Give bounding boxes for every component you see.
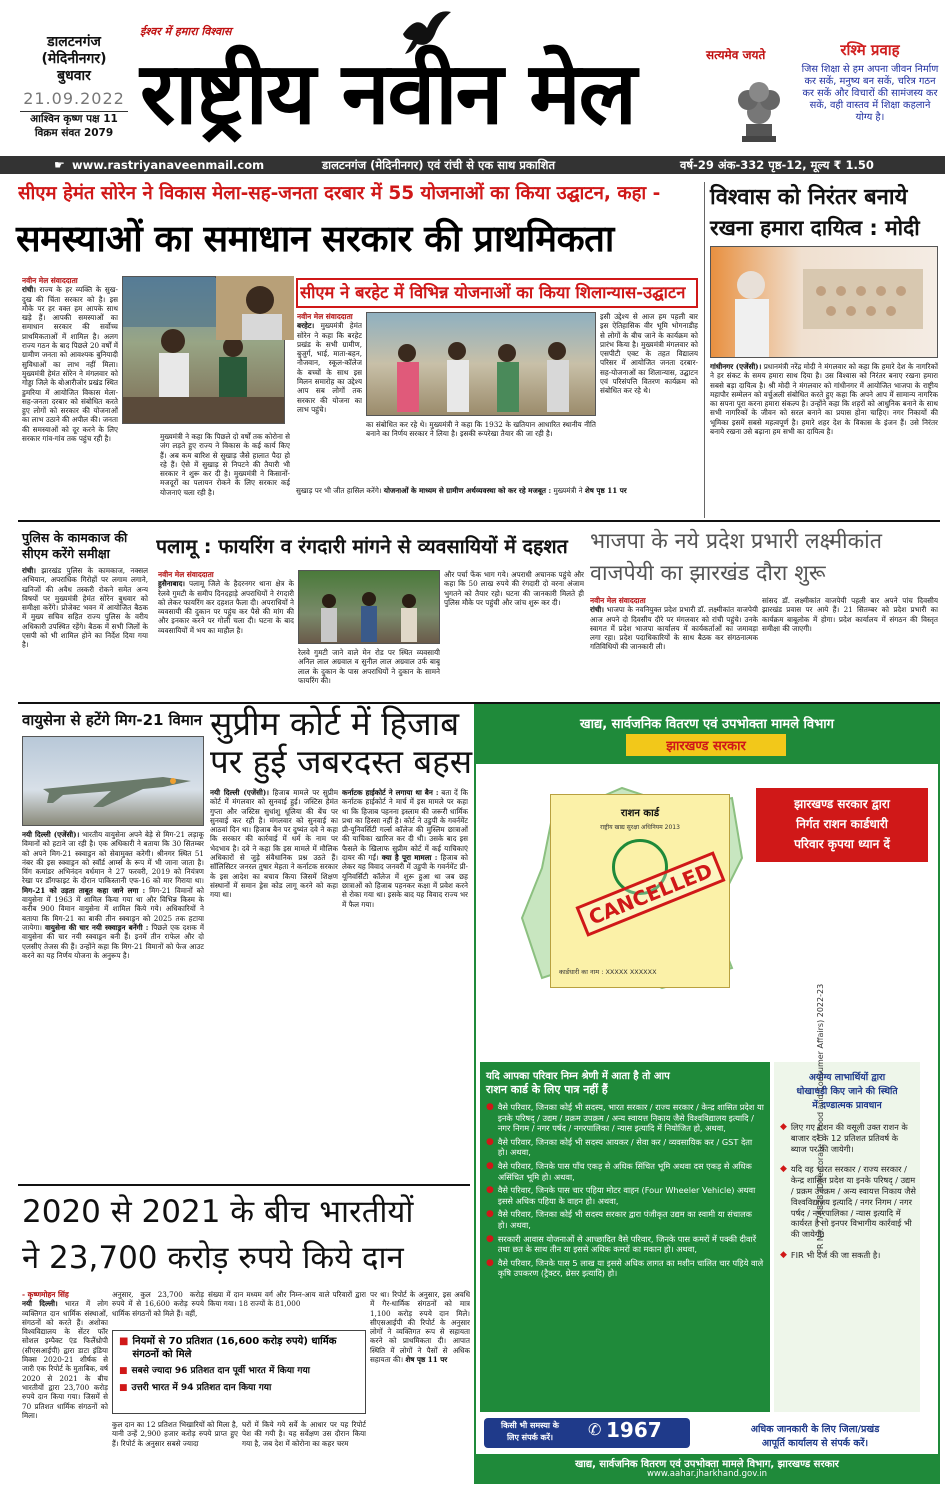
- box-bullet-icon: ■: [119, 1366, 128, 1376]
- ad-right-item: [780, 1250, 916, 1261]
- ad-notice-2: निर्गत राशन कार्डधारी: [796, 817, 888, 831]
- ad-right-head-3: में दण्डात्मक प्रावधान: [812, 1100, 882, 1111]
- donation-col3b: [242, 1420, 366, 1484]
- bullet-icon: ●: [486, 1102, 494, 1112]
- donation-col4: [370, 1290, 470, 1484]
- palamu-col2: [298, 648, 440, 700]
- palamu-byline: नवीन मेल संवाददाता: [158, 570, 214, 579]
- hand-icon: ☛: [54, 158, 65, 172]
- ad-item: [486, 1258, 764, 1279]
- issue-date: 21.09.2022: [23, 89, 125, 108]
- donation-highlight-1-text: नियमों से 70 प्रतिशत (16,600 करोड़ रुपये) धार्मिक संगठनों को मिले: [132, 1336, 337, 1360]
- ad-helpline-label-2: लिए संपर्क करें।: [506, 1433, 554, 1442]
- modi-dateline: गांधीनगर (एजेंसी)।: [710, 362, 762, 371]
- hijab-col1: [210, 788, 338, 1180]
- ad-item-text: वैसे परिवार, जिनके पास चार पहिया मोटर वाहन (Four Wheeler Vehicle) अथवा इससे अधिक पहिया के वाहन हो। अथवा,: [497, 1185, 756, 1206]
- donation-dateline: नयी दिल्ली।: [22, 1299, 58, 1309]
- edition-sub: (मेदिनीनगर): [41, 51, 107, 67]
- donation-col2b: [112, 1420, 238, 1484]
- lead-col2-text: मुख्यमंत्री ने कहा कि पिछले दो वर्षों तक कोरोना से जंग लड़ते हुए राज्य ने विकास के कई कार्य किए हैं। अब कम बारिश से सुखाड़ जैसे हालात पैदा हो रहे हैं। ऐसे में सुखाड़ से निपटने की तैयारी भी सरकार ने शुरू कर दी है। मुख्यमंत्री ने किसानों-मजदूरों का पलायन रोकने के लिए सरकार कई योजनाएं चला रही है।: [160, 432, 290, 497]
- lead-jump-ref[interactable]: शेष पृष्ठ 11 पर: [584, 486, 627, 495]
- sub-col3: [600, 312, 698, 480]
- modi-headline-2: रखना हमारा दायित्व : मोदी: [710, 216, 920, 240]
- tagline: ईश्वर में हमारा विश्वास: [140, 25, 232, 38]
- lead-dateline: रांची।: [22, 285, 36, 295]
- lead-headline: समस्याओं का समाधान सरकार की प्राथमिकता: [16, 217, 614, 260]
- donation-col4-text: पर था। रिपोर्ट के अनुसार, इस अवधि में गैर-धार्मिक संगठनों को मात्र 1,100 करोड़ रुपये दान मिले। सीएसआईपी की रिपोर्ट के अनुसार लोगों ने व्यक्तिगत रूप से सहायता करने को प्राथमिकता दी। आपात स्थिति में लोगों ने पैसों से अधिक सहायता की।: [370, 1290, 470, 1365]
- bjp-col2: [762, 596, 938, 700]
- palamu-col2-text: रेलवे गुमटी जाने वाले मेन रोड पर स्थित व्यवसायी अनिल लाल अग्रवाल व सुनील लाल अग्रवाल उर्फ बाबू लाल के दुकान के पास अपराधियों ने दुकान के सामने फायरिंग की।: [298, 648, 440, 685]
- sub-col1: [297, 312, 362, 438]
- ad-footer-url[interactable]: www.aahar.jharkhand.gov.in: [646, 1469, 768, 1479]
- donation-highlight-3: [119, 1382, 359, 1395]
- masthead: [0, 0, 945, 176]
- ad-item: [486, 1137, 764, 1158]
- palamu-col3-text: और पर्चा फेंक भाग गये। अपराधी अचानक पहुंचे और कहा कि 50 लाख रुपये की रंगदारी दो वरना अंजाम भुगतने को तैयार रहो। घटना की जानकारी मिलते ही पुलिस मौके पर पहुंची और जांच शुरू कर दी।: [444, 570, 584, 607]
- donation-author: - कृष्णमोहन सिंह: [22, 1290, 69, 1299]
- donation-col1-text: भारत में लोग व्यक्तिगत दान धार्मिक संस्थाओं, संगठनों को करते हैं। अशोका विश्वविद्यालय के सेंटर फॉर सोशल इम्पैक्ट एंड फिलैंथ्रोपी (सीएसआईपी) द्वारा डाटा इंडिया मिक्स 2020-21 शीर्षक से जारी एक रिपोर्ट के मुताबिक, वर्ष 2020 से 2021 के बीच भारतीयों द्वारा 23,700 करोड़ रुपये दान किया गया। जिसमें से 70 प्रतिशत धार्मिक संगठनों को मिला।: [22, 1299, 108, 1420]
- ad-item: [486, 1102, 764, 1134]
- lead-col1: [22, 276, 118, 512]
- motto: सत्यमेव जयते: [706, 48, 766, 62]
- ad-right-item: [780, 1122, 916, 1154]
- lead-jump-4: मुख्यमंत्री ने: [553, 486, 583, 495]
- mig-dateline: नयी दिल्ली (एजेंसी)।: [22, 830, 80, 839]
- bjp-byline: नवीन मेल संवाददाता: [590, 596, 646, 605]
- ad-info-1: अधिक जानकारी के लिए जिला/प्रखंड: [750, 1424, 880, 1435]
- ad-item-text: वैसे परिवार, जिनका कोई भी सदस्य सरकार द्वारा पंजीकृत उद्यम का स्वामी या संचालक हो। अथवा,: [497, 1209, 752, 1230]
- bullet-icon: ◆: [780, 1164, 787, 1175]
- donation-col1: [22, 1290, 108, 1484]
- mig-sub-2: वायुसेना की चार नयी स्क्वाड्रन बनेंगी :: [44, 922, 149, 932]
- police-body: [22, 566, 148, 698]
- sub-col2: [366, 420, 596, 478]
- ad-right-head-1: अयोग्य लाभार्थियों द्वारा: [808, 1072, 886, 1083]
- modi-body-text: प्रधानमंत्री नरेंद्र मोदी ने मंगलवार को कहा कि हमारे देश के नागरिकों ने हर संकट के समय हमारा साथ दिया है। उस विश्वास को निरंतर बनाए रखना हमारा सबसे बड़ा दायित्व है। श्री मोदी ने मंगलवार को गांधीनगर में आयोजित भाजपा के राष्ट्रीय महापौर सम्मेलन को वर्चुअली संबोधित करते हुए कहा कि अपने आप में सामान्य नागरिक का सपना पूरा करना हमारा संकल्प है। उन्होंने कहा कि शहरों को आधुनिक बनाने के साथ सभी नागरिकों के जीवन को सरल बनाने का प्रयास होना चाहिए। नगर निकायों की भूमिका इसमें सबसे महत्वपूर्ण है। हमारे शहर देश के विकास के इंजन हैं। उसे निरंतर बनाये रखना उसे बढ़ाना हम सभी का दायित्व है।: [710, 362, 938, 437]
- card-field: कार्डधारी का नाम : XXXXX XXXXXX: [559, 968, 657, 976]
- palamu-dateline: हुसैनाबाद।: [158, 579, 186, 589]
- box-bullet-icon: ■: [119, 1383, 128, 1393]
- ad-right-item-text: यदि वह भारत सरकार / राज्य सरकार / केन्द्र शासित प्रदेश या इनके परिषद् / उद्यम / प्रक्रम उपक्रम / अन्य स्वायत्त निकाय जैसे विश्वविद्यालय इत्यादि / नगर निगम / नगर पर्षद / नगरपालिका / न्यास इत्यादि में कार्यरत है तो इनपर विभागीय कार्रवाई भी की जायेगी।: [790, 1164, 916, 1240]
- hijab-col1-text: हिजाब मामले पर सुप्रीम कोर्ट में मंगलवार को सुनवाई हुई। जस्टिस हेमंत गुप्ता और जस्टिस सुधांशु धूलिया की बेंच पर सुनवाई कर रही है। मंगलवार को सुनवाई का आठवां दिन था। हिजाब बैन पर दुष्यंत दवे ने कहा कि सरकार की कार्रवाई में धर्म के नाम पर भेदभाव है। दवे ने कहा कि इस मामले में मौलिक अधिकारों से जुड़े संवैधानिक प्रश्न उठते हैं। सॉलिसिटर जनरल तुषार मेहता ने कर्नाटक सरकार के इस आदेश का बचाव किया जिसमें शिक्षण संस्थानों में समान ड्रेस कोड लागू करने को कहा गया था।: [210, 788, 338, 900]
- ad-left-list: [486, 1102, 764, 1282]
- ad-notice-1: झारखण्ड सरकार द्वारा: [794, 797, 890, 811]
- ad-info-2: आपूर्ति कार्यालय से संपर्क करें।: [761, 1438, 869, 1449]
- lead-byline: नवीन मेल संवाददाता: [22, 276, 78, 285]
- ad-item: [486, 1209, 764, 1230]
- donation-col2: [112, 1290, 204, 1326]
- lead-col2: [160, 432, 290, 512]
- palamu-col3: [444, 570, 584, 700]
- ad-footer-dept: खाद्य, सार्वजनिक वितरण एवं उपभोक्ता मामले विभाग, झारखण्ड सरकार: [575, 1459, 839, 1470]
- lead-jump-1: सुखाड़ पर भी जीत हासिल करेंगे।: [296, 486, 382, 495]
- newspaper-title: राष्ट्रीय नवीन मेल: [140, 44, 635, 144]
- card-title: राशन कार्ड: [620, 808, 660, 819]
- police-headline-2: सीएम करेंगे समीक्षा: [22, 546, 110, 561]
- sub-byline: नवीन मेल संवाददाता: [297, 312, 353, 321]
- ad-item-text: वैसे परिवार, जिनके पास 5 लाख या इससे अधिक लागत का मशीन चालित चार पहिये वाले कृषि उपकरण (ट्रैक्टर, थ्रेसर इत्यादि) हो।: [497, 1257, 764, 1279]
- sub-dateline: बरहेट।: [297, 321, 315, 331]
- published-from: डालटनगंज (मेदिनीनगर) एवं रांची से एक साथ प्रकाशित: [322, 158, 556, 172]
- ad-right-item-text: लिए गए राशन की वसूली उक्त राशन के बाजार दर के 12 प्रतिशत प्रतिवर्ष के ब्याज पर की जायेगी।: [790, 1122, 908, 1154]
- cancelled-stamp: CANCELLED: [575, 851, 725, 936]
- donation-jump[interactable]: शेष पृष्ठ 11 पर: [405, 1355, 448, 1365]
- bullet-icon: ●: [486, 1257, 494, 1268]
- ad-notice-3: परिवार कृपया ध्यान दें: [794, 837, 890, 851]
- ad-dept: खाद्य, सार्वजनिक वितरण एवं उपभोक्ता मामले विभाग: [580, 717, 834, 732]
- ad-left-head-1: यदि आपका परिवार निम्न श्रेणी में आता है तो आप: [486, 1071, 670, 1082]
- ration-ad: [474, 704, 940, 1484]
- hijab-col2-text: बता दें कि कर्नाटक हाईकोर्ट ने मार्च में इस मामले पर कहा था कि हिजाब पहनना इस्लाम की जरूरी धार्मिक प्रथा का हिस्सा नहीं है। कोर्ट ने उडुपी के गवर्नमेंट प्री-यूनिवर्सिटी गर्ल्स कॉलेज की मुस्लिम छात्राओं की याचिका खारिज कर दी थी। उसके बाद इस फैसले के खिलाफ सुप्रीम कोर्ट में कई याचिकाएं दायर की गईं।: [342, 788, 468, 863]
- modi-photo: [710, 246, 938, 358]
- card-sub: राष्ट्रीय खाद्य सुरक्षा अधिनियम 2013: [600, 824, 680, 831]
- issue-info: वर्ष-29 अंक-332 पृष्ठ-12, मूल्य ₹ 1.50: [680, 158, 874, 172]
- ad-govt: झारखण्ड सरकार: [666, 739, 746, 754]
- bjp-col1-text: भाजपा के नवनियुक्त प्रदेश प्रभारी डॉ. लक्ष्मीकांत वाजपेयी आज अपने दो दिवसीय दौरे पर मंगलवार को रांची पहुंचे। उनके स्वागत में प्रदेश भाजपा कार्यालय में कार्यकर्ताओं का जमावड़ा लगा रहा। प्रदेश पदाधिकारियों के साथ बैठक कर संगठनात्मक गतिविधियों की जानकारी ली।: [590, 605, 758, 652]
- mig-sub-1-body: मिग-21 विमानों को वायुसेना में 1963 में शामिल किया गया था और विभिन्न किस्म के करीब 900 विमान वायुसेना में शामिल किये गये। अधिकारियों ने बताया कि मिग-21 का बाकी तीन स्क्वाड्रन को 2025 तक हटाया जायेगा।: [22, 885, 204, 932]
- ad-helpline-number[interactable]: 1967: [606, 1418, 662, 1442]
- bullet-icon: ◆: [780, 1122, 787, 1132]
- lead-photo-portrait: [216, 276, 294, 340]
- police-dateline: रांची।: [22, 566, 36, 575]
- donation-col2-text: अनुसार, कुल 23,700 करोड़ रुपये में से 16,600 करोड़ रुपये धार्मिक संगठनों को मिले हैं। वहीं,: [112, 1290, 204, 1318]
- panchang-2: विक्रम संवत 2079: [34, 127, 114, 139]
- donation-highlight-2: [119, 1365, 359, 1378]
- phone-icon: ✆: [588, 1420, 602, 1439]
- sub-col1-text: मुख्यमंत्री हेमंत सोरेन ने कहा कि बरहेट प्रखंड के सभी ग्रामीण, बुजुर्ग, भाई, माता-बहन, नौजवान, स्कूल-कॉलेज के बच्चों के साथ इस मिलन समारोह का उद्देश्य आप सब लोगों तक सरकार की योजना का लाभ पहुंचे।: [297, 321, 362, 414]
- emblem-icon: [724, 64, 794, 146]
- mig-body: [22, 830, 204, 1180]
- bullet-icon: ●: [486, 1209, 494, 1220]
- edition-city: डालटनगंज: [47, 34, 101, 50]
- bjp-dateline: रांची।: [590, 605, 604, 615]
- hijab-col2-sub2: क्या है पूरा मामला :: [381, 853, 438, 863]
- ad-item: [486, 1234, 764, 1255]
- bjp-col1: [590, 596, 758, 700]
- palamu-photo: [298, 570, 440, 644]
- ad-item-text: सरकारी आवास योजनाओं से आच्छादित वैसे परिवार, जिनके पास कमरों में पक्की दीवारें तथा छत के साथ तीन या इससे अधिक कमरों का मकान हो। अथवा,: [497, 1233, 757, 1255]
- donation-highlight-3-text: उत्तरी भारत में 94 प्रतिशत दान किया गया: [131, 1383, 272, 1393]
- hijab-headline-1: सुप्रीम कोर्ट में हिजाब: [210, 704, 460, 743]
- ad-right-head-2: धोखाधड़ी किए जाने की स्थिति: [796, 1086, 898, 1097]
- donation-col3: [208, 1290, 366, 1326]
- donation-col3b-text: घरों में किये गये सर्वे के आधार पर यह रिपोर्ट पेश की गयी है। यह सर्वेक्षण उस दौरान किया गया है, जब देश में कोरोना का कहर चरम: [242, 1420, 366, 1448]
- bullet-icon: ●: [486, 1136, 494, 1147]
- ad-item-text: वैसे परिवार, जिनके पास पाँच एकड़ से अधिक सिंचित भूमि अथवा दस एकड़ से अधिक असिंचित भूमि हो। अथवा,: [497, 1160, 752, 1182]
- thought-text: जिस शिक्षा से हम अपना जीवन निर्माण कर सकें, मनुष्य बन सकें, चरित्र गठन कर सकें और विचारों की सामंजस्य कर सकें, वही वास्तव में शिक्षा कहलाने योग्य है।: [801, 64, 939, 123]
- section-rule-1: [18, 520, 940, 522]
- donation-headline-2: ने 23,700 करोड़ रुपये किये दान: [22, 1240, 404, 1276]
- sub-col3-text: इसी उद्देश्य से आज हम पहली बार इस ऐतिहासिक वीर भूमि भोगनाडीह से लोगों के बीच जाने के कार्यक्रम को प्रारंभ किया है। मुख्यमंत्री मंगलवार को एसपीटी एक्ट के तहत विद्यालय परिसर में आयोजित जनता दरबार-सह-योजनाओं का शिलान्यास, उद्घाटन एवं परिसंपत्ति वितरण कार्यक्रम को संबोधित कर रहे थे।: [600, 312, 698, 396]
- ad-right-item-text: FIR भी दर्ज की जा सकती है।: [790, 1249, 881, 1260]
- website-link[interactable]: www.rastriyanaveenmail.com: [72, 158, 265, 172]
- donation-headline-1: 2020 से 2021 के बीच भारतीयों: [22, 1194, 414, 1230]
- palamu-col1-text: पलामू जिले के हैदरनगर थाना क्षेत्र के रेलवे गुमटी के समीप दिनदहाड़े अपराधियों ने रंगदारी को लेकर फायरिंग कर दहशत फैला दी। अपराधियों ने व्यवसायी की दुकान पर पहुंच कर पैसे की मांग की और इनकार करने पर गोली चला दी। घटना के बाद व्यवसायियों में भय का माहौल है।: [158, 579, 294, 635]
- ad-item: [486, 1185, 764, 1206]
- donation-col3-text: संख्या में दान मध्यम वर्ग और निम्न-आय वाले परिवारों द्वारा किया गया। 18 राज्यों के 81,000: [208, 1290, 366, 1309]
- ad-item-text: वैसे परिवार, जिनका कोई भी सदस्य, भारत सरकार / राज्य सरकार / केन्द्र शासित प्रदेश या इनके परिषद् / उद्यम / प्रक्रम उपक्रम / अन्य स्वायत्त निकाय जैसे विश्वविद्यालय इत्यादि / नगर निगम / नगर पर्षद / नगरपालिका / न्यास इत्यादि में नियोजित हो, अथवा,: [497, 1102, 764, 1134]
- lead-jumps: [296, 486, 700, 514]
- ad-right-item: [780, 1164, 916, 1240]
- ad-side-code: PR No. 276828 (Directorate of Food and Consumer Affairs) 2022-23: [816, 983, 825, 1254]
- column-rule: [704, 182, 705, 518]
- box-bullet-icon: ■: [119, 1336, 129, 1347]
- edition-box: [14, 34, 134, 140]
- hijab-col2b-text: हिजाब को लेकर यह विवाद जनवरी में उडुपी के गवर्नमेंट प्री-यूनिवर्सिटी कॉलेज में शुरू हुआ था जब छह छात्राओं को हिजाब पहनकर कक्षा में प्रवेश करने से रोका गया था। इसके बाद यह विवाद राज्य भर में फैल गया।: [342, 853, 468, 909]
- bjp-col2-text: सांसद डॉ. लक्ष्मीकांत वाजपेयी पहली बार अपने पांच दिवसीय झारखंड प्रवास पर आये हैं। 21 सितम्बर को प्रदेश प्रभारी का कार्यक्रम बाबूलोक में होगा। प्रदेश कार्यालय में संगठन की विस्तृत समीक्षा की जाएगी।: [762, 596, 938, 633]
- modi-body: [710, 362, 938, 518]
- bullet-icon: ◆: [780, 1249, 787, 1260]
- donation-highlight-box: [112, 1330, 366, 1414]
- section-rule-3: [18, 1184, 470, 1186]
- lead-jump-2: योजनाओं के माध्यम से ग्रामीण: [383, 486, 464, 495]
- sub-photo: [366, 312, 596, 416]
- weekday: बुधवार: [57, 68, 91, 84]
- ad-item: [486, 1161, 764, 1182]
- mig-sub-2-body: पिछले एक दशक में वायुसेना की चार नयी स्क्वाड्रन बनी हैं। इनमें तीन राफेल और दो एलसीए तेजस की हैं। उन्होंने कहा कि मिग-21 विमानों को फेज आउट करने का यह निर्णय योजना के अनुरूप है।: [22, 922, 204, 960]
- ad-right-list: [780, 1122, 916, 1264]
- hijab-col2-sub: कर्नाटक हाईकोर्ट ने लगाया था बैन :: [342, 788, 439, 797]
- bjp-headline-2: वाजपेयी का झारखंड दौरा शुरू: [590, 561, 826, 586]
- hijab-headline-2: पर हुई जबरदस्त बहस: [210, 742, 473, 781]
- modi-headline-1: विश्वास को निरंतर बनाये: [710, 185, 908, 210]
- hijab-dateline: नयी दिल्ली (एजेंसी)।: [210, 788, 269, 797]
- mig-photo: [22, 736, 204, 826]
- ad-left-head-2: राशन कार्ड के लिए पात्र नहीं हैं: [486, 1083, 608, 1096]
- police-body-text: झारखंड पुलिस के कामकाज, नक्सल अभियान, अपराधिक गिरोहों पर लगाम लगाने, खनिजों की अवैध तस्करी रोकने समेत अन्य विषयों पर मुख्यमंत्री हेमंत सोरेन बुधवार को समीक्षा करेंगे। प्रोजेक्ट भवन में आयोजित बैठक में मुख्य सचिव सहित राज्य पुलिस के वरीय अधिकारी उपस्थित रहेंगे। बैठक में सभी जिलों के एसपी को भी शामिल होने का निर्देश दिया गया है।: [22, 566, 148, 650]
- ad-item-text: वैसे परिवार, जिनका कोई भी सदस्य आयकर / सेवा कर / व्यवसायिक कर / GST देता हो। अथवा,: [497, 1136, 753, 1158]
- police-headline-1: पुलिस के कामकाज की: [22, 530, 128, 545]
- palamu-headline: पलामू : फायरिंग व रंगदारी मांगने से व्यवसायियों में दहशत: [156, 535, 568, 558]
- sub-kicker: सीएम ने बरहेट में विभिन्न योजनाओं का किया शिलान्यास-उद्घाटन: [300, 283, 686, 302]
- palamu-col1: [158, 570, 294, 700]
- lead-col1-text: राज्य के हर व्यक्ति के सुख-दुख की चिंता सरकार को है। इस मौके पर हर वक्त हम आपके साथ खड़े हैं। आपकी समस्याओं का समाधान सरकार की सर्वोच्च प्राथमिकताओं में शामिल है। अलग राज्य गठन के बाद पिछले 20 वर्षों में ग्रामीण जनता को आवश्यक बुनियादी सुविधाओं का लाभ नहीं मिला। मुख्यमंत्री हेमंत सोरेन ने मंगलवार को गोड्डा जिले के बोआरीजोर प्रखंड स्थित डुमरिया में आयोजित विकास मेला-सह-जनता दरबार को संबोधित करते हुए लोगों को सरकार की योजनाओं का लाभ उठाने की अपील की। जनता की समस्याओं को दूर करने के लिए सरकार गांव-गांव तक पहुंच रही है।: [22, 285, 118, 444]
- bjp-headline-1: भाजपा के नये प्रदेश प्रभारी लक्ष्मीकांत: [590, 529, 882, 554]
- donation-col2b-text: कुल दान का 12 प्रतिशत भिखारियों को मिला है, यानी उन्हें 2,900 हजार करोड़ रुपये प्राप्त हुए हैं। रिपोर्ट के अनुसार सबसे ज्यादा: [112, 1420, 238, 1448]
- thought-title: रश्मि प्रवाह: [840, 41, 900, 59]
- mig-body-text: भारतीय वायुसेना अपने बेड़े से मिग-21 लड़ाकू विमानों को हटाने जा रही है। एक अधिकारी ने बताया कि 30 सितम्बर को अपने मिग-21 स्क्वाड्रन को सेवामुक्त करेगी। श्रीनगर स्थित 51 नंबर की इस स्क्वाड्रन को स्वॉर्ड आर्म्स के रूप में भी जाना जाता है। विंग कमांडर अभिनंदन वर्धमान ने 27 फरवरी, 2019 को नियंत्रण रेखा पर डॉगफाइट के दौरान पाकिस्तानी एफ-16 को मार गिराया था।: [22, 830, 204, 886]
- bullet-icon: ●: [486, 1160, 494, 1171]
- sub-col2-text: का संबोधित कर रहे थे। मुख्यमंत्री ने कहा कि 1932 के खतियान आधारित स्थानीय नीति बनाने का निर्णय सरकार ने लिया है। इसकी रूपरेखा तैयार की जा रही है।: [366, 420, 596, 439]
- donation-highlight-1: [119, 1335, 359, 1361]
- mig-sub-1: मिग-21 को उड़ता ताबूत कहा जाने लगा :: [22, 885, 146, 895]
- hijab-col2: [342, 788, 468, 1180]
- ad-helpline-label-1: किसी भी समस्या के: [501, 1421, 559, 1430]
- lead-jump-3: अर्थव्यवस्था को कर रहे मजबूत :: [465, 486, 552, 495]
- bullet-icon: ●: [486, 1233, 494, 1244]
- donation-highlight-2-text: सबसे ज्यादा 96 प्रतिशत दान पूर्वी भारत में किया गया: [131, 1366, 311, 1376]
- mig-headline: वायुसेना से हटेंगे मिग-21 विमान: [22, 711, 203, 729]
- lead-kicker: सीएम हेमंत सोरेन ने विकास मेला-सह-जनता दरबार में 55 योजनाओं का किया उद्घाटन, कहा -: [18, 183, 661, 204]
- panchang-1: आश्विन कृष्ण पक्ष 11: [30, 113, 118, 125]
- bullet-icon: ●: [486, 1185, 494, 1196]
- thought-box: [800, 40, 940, 124]
